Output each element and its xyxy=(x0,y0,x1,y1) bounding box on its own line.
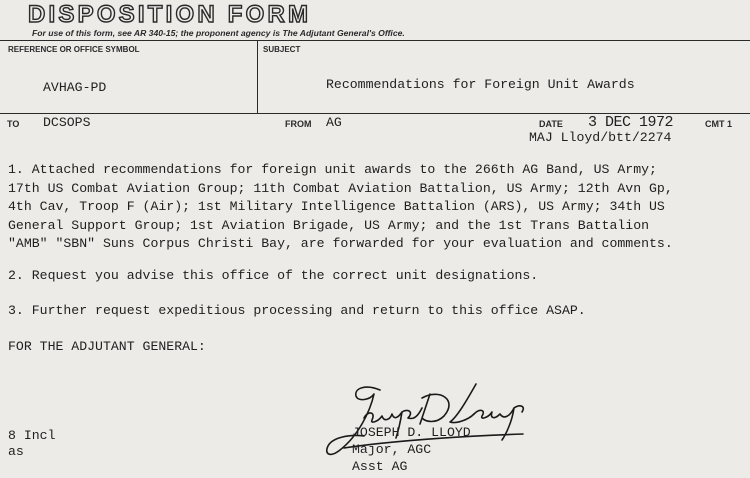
paragraph-2: 2. Request you advise this office of the correct unit designations. xyxy=(8,268,539,283)
reference-subject-divider xyxy=(257,40,258,114)
subject-label: SUBJECT xyxy=(263,45,301,54)
paragraph-1 xyxy=(8,161,673,254)
paragraph-1-line: General Support Group; 1st Aviation Brigade, US Army; and the 1st Trans Battalion xyxy=(8,217,650,233)
subject-value: Recommendations for Foreign Unit Awards xyxy=(326,77,635,92)
comment-number: CMT 1 xyxy=(705,119,732,129)
from-label: FROM xyxy=(285,119,312,129)
reference-label: REFERENCE OR OFFICE SYMBOL xyxy=(8,45,140,54)
to-label: TO xyxy=(7,119,20,129)
paragraph-1-line: 1. Attached recommendations for foreign unit awards to the 266th AG Band, US Army; xyxy=(8,162,657,177)
paragraph-3: 3. Further request expeditious processing and return to this office ASAP. xyxy=(8,303,586,318)
reference-value: AVHAG-PD xyxy=(43,80,107,95)
enclosure-count: 8 Incl xyxy=(8,428,56,443)
paragraph-1-line: "AMB" "SBN" Suns Corpus Christi Bay, are forwarded for your evaluation and comments. xyxy=(8,236,673,252)
from-value: AG xyxy=(326,115,342,130)
header-rule xyxy=(0,40,750,41)
signer-rank: Major, AGC xyxy=(352,442,432,457)
originator-line: MAJ Lloyd/btt/2274 xyxy=(529,130,672,145)
date-value: 3 DEC 1972 xyxy=(588,114,674,131)
enclosure-note: as xyxy=(8,444,24,459)
date-label: DATE xyxy=(539,119,563,129)
form-title: DISPOSITION FORM xyxy=(28,1,312,28)
signer-title: Asst AG xyxy=(352,459,408,474)
closing-line: FOR THE ADJUTANT GENERAL: xyxy=(8,339,206,354)
paragraph-1-line: 4th Cav, Troop F (Air); 1st Military Intelligence Battalion (ARS), US Army; 34th US xyxy=(8,199,665,215)
signer-name: JOSEPH D. LLOYD xyxy=(352,425,471,440)
paragraph-1-line: 17th US Combat Aviation Group; 11th Combat Aviation Battalion, US Army; 12th Avn Gp, xyxy=(8,180,673,196)
form-subtitle: For use of this form, see AR 340-15; the proponent agency is The Adjutant General's Office. xyxy=(32,28,405,38)
to-value: DCSOPS xyxy=(43,115,91,130)
